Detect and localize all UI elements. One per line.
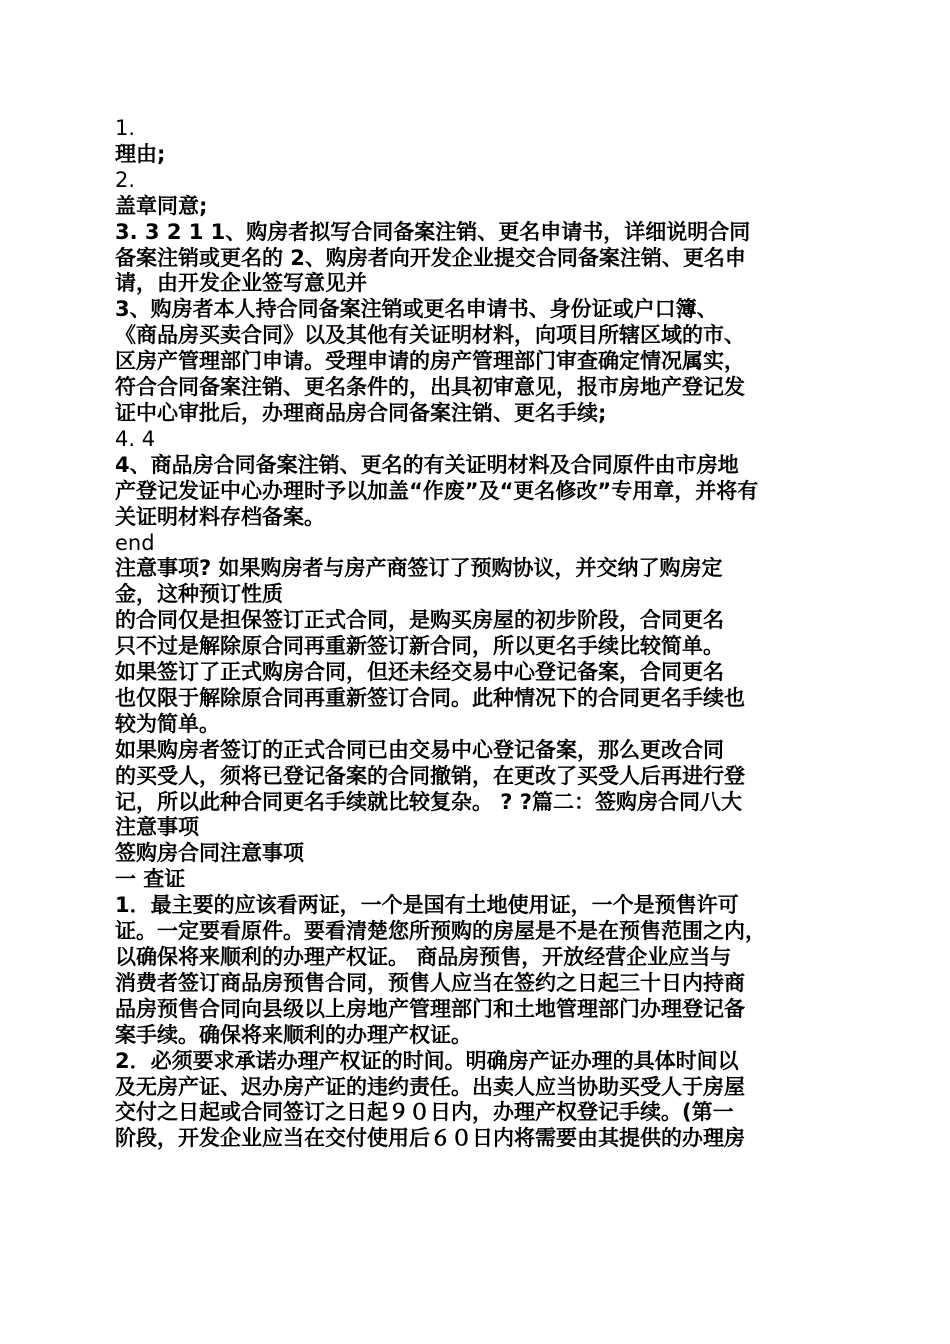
text-line: 及无房产证、迟办房产证的违约责任。出卖人应当协助买受人于房屋	[115, 1074, 745, 1099]
text-line: 以确保将来顺利的办理产权证。 商品房预售，开放经营企业应当与	[115, 945, 732, 969]
text-line: 记，所以此种合同更名手续就比较复杂。 ? ?篇二：签购房合同八大	[115, 789, 742, 814]
text-line: 备案注销或更名的 2、购房者向开发企业提交合同备案注销、更名申	[115, 245, 746, 270]
text-line: 如果购房者签订的正式合同已由交易中心登记备案，那么更改合同	[115, 737, 724, 762]
text-line: 证中心审批后，办理商品房合同备案注销、更名手续;	[115, 400, 607, 425]
text-line: 理由;	[115, 141, 166, 166]
text-line: 注意事项? 如果购房者与房产商签订了预购协议，并交纳了购房定	[115, 556, 723, 581]
text-line: 盖章同意;	[115, 193, 208, 218]
text-line: end	[115, 530, 155, 555]
text-line: 4. 4	[115, 426, 156, 451]
text-line: 2．必须要求承诺办理产权证的时间。明确房产证办理的具体时间以	[115, 1048, 739, 1073]
text-line: 3、购房者本人持合同备案注销或更名申请书、身份证或户口簿、	[115, 297, 718, 322]
text-line: 只不过是解除原合同再重新签订新合同，所以更名手续比较简单。	[115, 634, 724, 659]
text-line: 也仅限于解除原合同再重新签订合同。此种情况下的合同更名手续也	[115, 685, 745, 710]
text-line: 的合同仅是担保签订正式合同，是购买房屋的初步阶段，合同更名	[115, 608, 724, 633]
text-line: 产登记发证中心办理时予以加盖“作废”及“更名修改”专用章，并将有	[115, 478, 759, 503]
text-line: 请，由开发企业签写意见并	[115, 271, 367, 296]
document-body	[115, 116, 845, 1152]
text-line: 如果签订了正式购房合同，但还未经交易中心登记备案，合同更名	[115, 660, 724, 685]
text-line: 品房预售合同向县级以上房地产管理部门和土地管理部门办理登记备	[115, 996, 745, 1021]
text-line: 消费者签订商品房预售合同，预售人应当在签约之日起三十日内持商	[115, 970, 745, 995]
text-line: 的买受人，须将已登记备案的合同撤销，在更改了买受人后再进行登	[115, 763, 745, 788]
text-line: 交付之日起或合同签订之日起９０日内，办理产权登记手续。(第一	[115, 1100, 734, 1125]
text-line: 较为简单。	[115, 711, 220, 736]
text-line: 证。一定要看原件。要看清楚您所预购的房屋是不是在预售范围之内，	[115, 919, 766, 944]
text-line: 区房产管理部门申请。受理申请的房产管理部门审查确定情况属实，	[115, 349, 745, 374]
text-line: 注意事项	[115, 815, 199, 840]
text-line: 案手续。确保将来顺利的办理产权证。	[115, 1022, 472, 1047]
text-line: 金，这种预订性质	[115, 582, 283, 607]
text-line: 3. 3 2 1 1、购房者拟写合同备案注销、更名申请书，详细说明合同	[115, 219, 751, 244]
text-line: 关证明材料存档备案。	[115, 504, 325, 529]
text-line: 2.	[115, 167, 136, 192]
text-line: 《商品房买卖合同》以及其他有关证明材料，向项目所辖区域的市、	[115, 323, 745, 348]
text-line: 一 查证	[115, 867, 186, 892]
text-line: 阶段，开发企业应当在交付使用后６０日内将需要由其提供的办理房	[115, 1126, 745, 1151]
text-line: 1．最主要的应该看两证，一个是国有土地使用证，一个是预售许可	[115, 893, 739, 918]
text-line: 签购房合同注意事项	[115, 841, 304, 866]
text-line: 4、商品房合同备案注销、更名的有关证明材料及合同原件由市房地	[115, 452, 739, 477]
text-line: 符合合同备案注销、更名条件的，出具初审意见，报市房地产登记发	[115, 375, 745, 400]
text-line: 1.	[115, 116, 136, 140]
